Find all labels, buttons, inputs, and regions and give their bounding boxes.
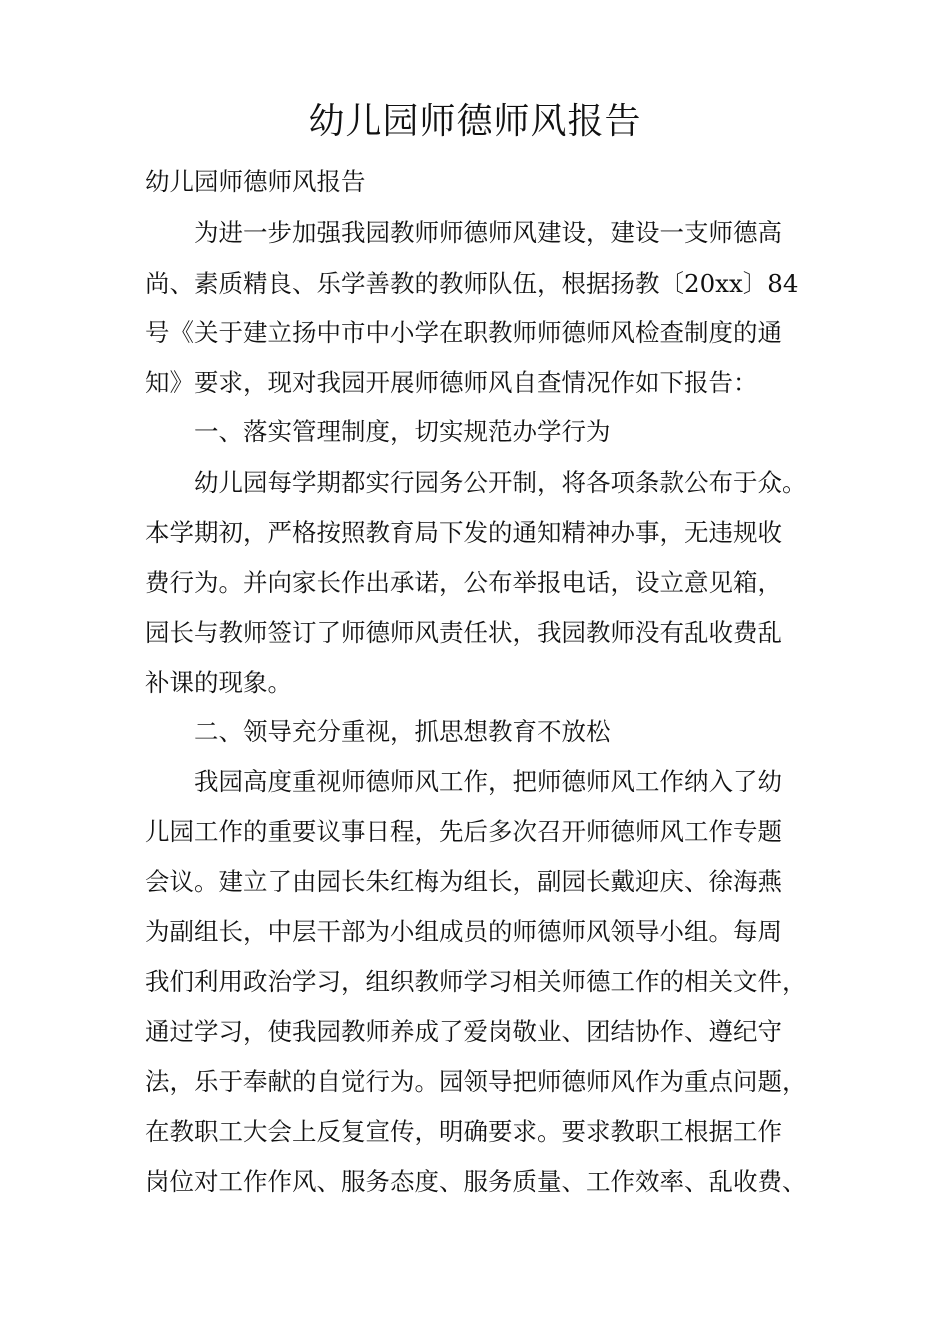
paragraph-line: 园长与教师签订了师德师风责任状，我园教师没有乱收费乱 (145, 618, 782, 647)
paragraph-line: 号《关于建立扬中市中小学在职教师师德师风检查制度的通 (145, 318, 782, 347)
paragraph-line: 通过学习，使我园教师养成了爱岗敬业、团结协作、遵纪守 (145, 1017, 782, 1046)
paragraph-line: 为副组长，中层干部为小组成员的师德师风领导小组。每周 (145, 917, 782, 946)
paragraph-line: 知》要求，现对我园开展师德师风自查情况作如下报告： (145, 368, 758, 397)
paragraph-line: 为进一步加强我园教师师德师风建设，建设一支师德高 (194, 218, 782, 247)
paragraph-line: 儿园工作的重要议事日程，先后多次召开师德师风工作专题 (145, 817, 782, 846)
section-heading: 一、落实管理制度，切实规范办学行为 (194, 417, 611, 446)
paragraph-line: 我们利用政治学习，组织教师学习相关师德工作的相关文件， (145, 967, 807, 996)
paragraph-line: 在教职工大会上反复宣传，明确要求。要求教职工根据工作 (145, 1117, 782, 1146)
paragraph-line: 我园高度重视师德师风工作，把师德师风工作纳入了幼 (194, 767, 782, 796)
document-title: 幼儿园师德师风报告 (308, 101, 642, 142)
paragraph-line: 补课的现象。 (145, 668, 292, 697)
section-heading: 二、领导充分重视，抓思想教育不放松 (194, 717, 611, 746)
document-subtitle: 幼儿园师德师风报告 (145, 167, 366, 196)
paragraph-line: 幼儿园每学期都实行园务公开制，将各项条款公布于众。 (194, 468, 807, 497)
paragraph-line: 岗位对工作作风、服务态度、服务质量、工作效率、乱收费、 (145, 1167, 807, 1196)
paragraph-line: 本学期初，严格按照教育局下发的通知精神办事，无违规收 (145, 518, 782, 547)
paragraph-line: 费行为。并向家长作出承诺，公布举报电话，设立意见箱， (145, 568, 782, 597)
paragraph-line: 会议。建立了由园长朱红梅为组长，副园长戴迎庆、徐海燕 (145, 867, 782, 896)
paragraph-line: 法，乐于奉献的自觉行为。园领导把师德师风作为重点问题， (145, 1067, 807, 1096)
paragraph-line: 尚、素质精良、乐学善教的教师队伍，根据扬教〔20xx〕84 (145, 269, 799, 298)
